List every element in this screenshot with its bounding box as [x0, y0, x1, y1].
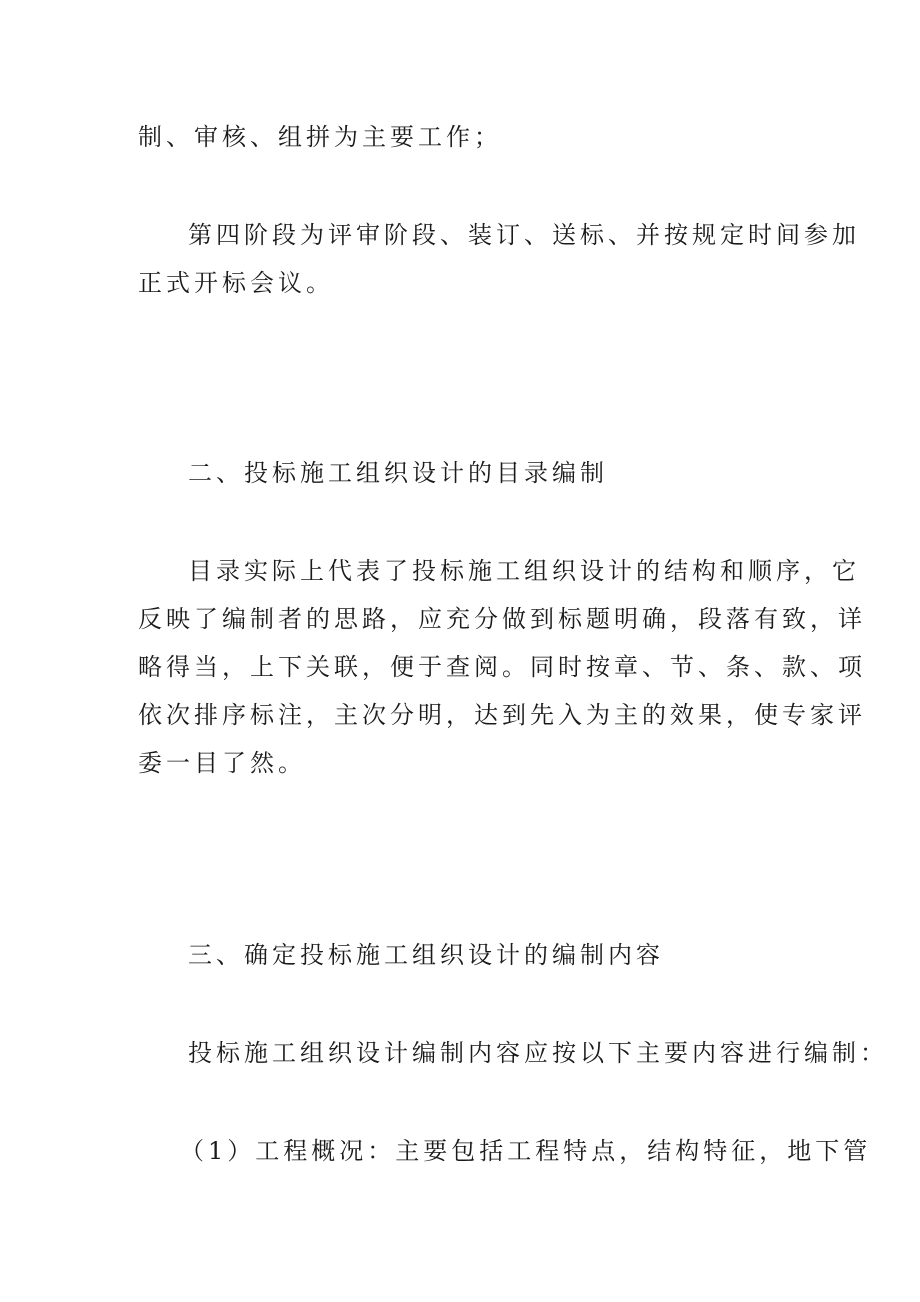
paragraph-line: 委一目了然。 [138, 749, 306, 777]
paragraph-line: 依次排序标注，主次分明，达到先入为主的效果，使专家评 [138, 701, 866, 729]
section-heading: 三、确定投标施工组织设计的编制内容 [188, 941, 664, 969]
list-item: （1）工程概况：主要包括工程特点，结构特征，地下管 [180, 1137, 872, 1165]
paragraph-line: 略得当，上下关联，便于查阅。同时按章、节、条、款、项 [138, 653, 866, 681]
paragraph-line: 制、审核、组拼为主要工作； [138, 123, 502, 151]
paragraph-line: 正式开标会议。 [138, 269, 334, 297]
section-heading: 二、投标施工组织设计的目录编制 [188, 459, 608, 487]
paragraph-line: 目录实际上代表了投标施工组织设计的结构和顺序，它 [188, 557, 860, 585]
paragraph-line: 投标施工组织设计编制内容应按以下主要内容进行编制： [188, 1039, 888, 1067]
paragraph-line: 第四阶段为评审阶段、装订、送标、并按规定时间参加 [188, 221, 860, 249]
paragraph-line: 反映了编制者的思路，应充分做到标题明确，段落有致，详 [138, 605, 866, 633]
